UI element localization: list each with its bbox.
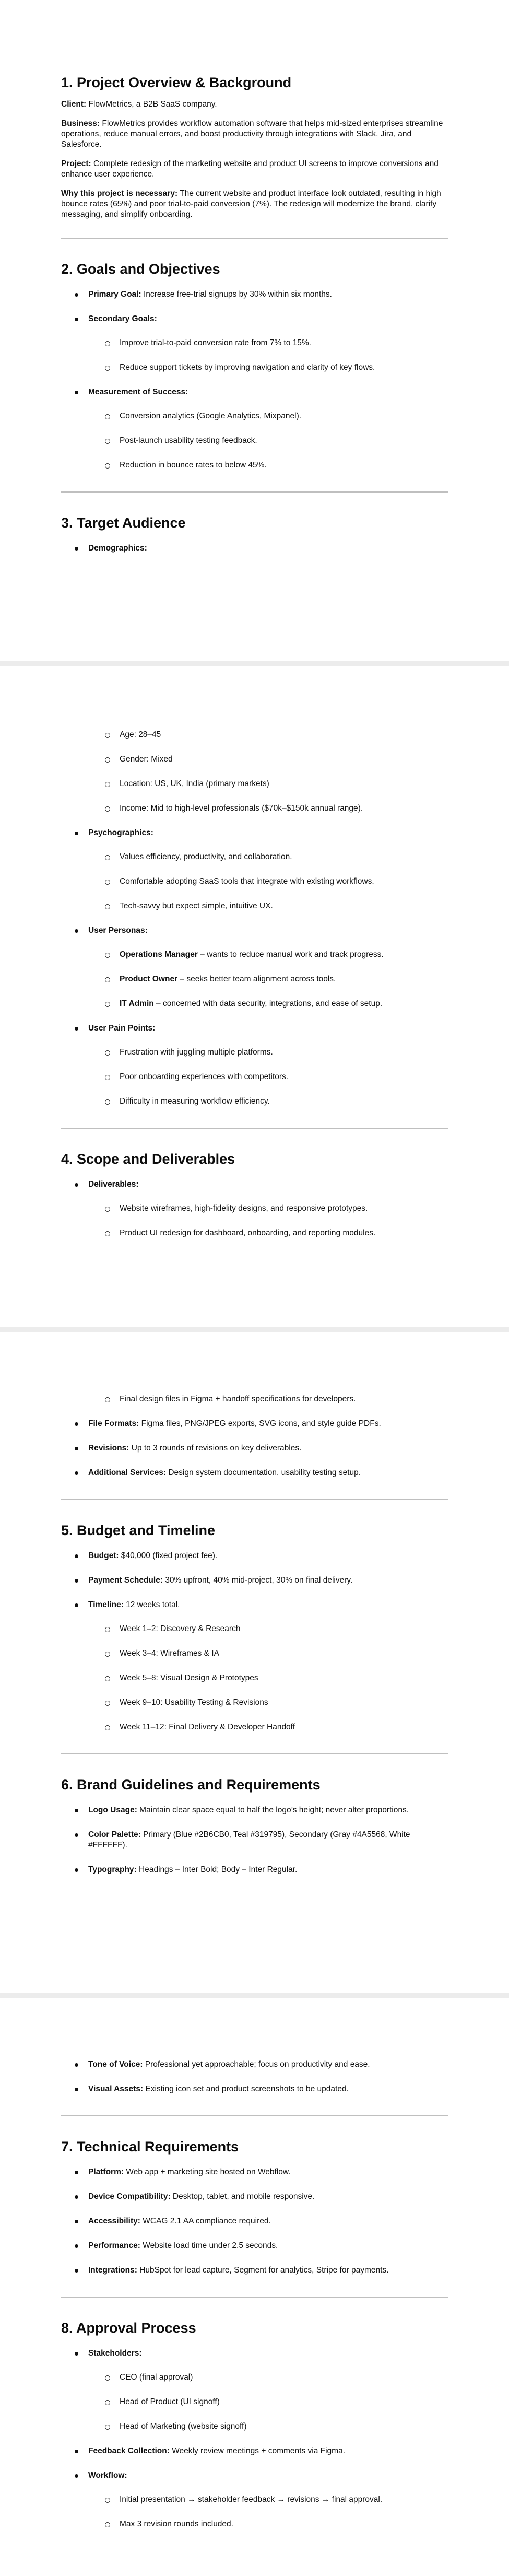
list-item: Initial presentation → stakeholder feedback → revisions → final approval. [61, 2495, 448, 2505]
page-3 [0, 1332, 509, 1993]
device-text: Desktop, tablet, and mobile responsive. [170, 2192, 315, 2201]
list-item [61, 974, 448, 985]
list-item: Reduction in bounce rates to below 45%. [61, 460, 448, 471]
list-item [61, 1023, 448, 1107]
section-5-title: 5. Budget and Timeline [61, 1523, 216, 1538]
audience-list [61, 828, 448, 1107]
list-item [61, 2348, 448, 2432]
client-paragraph [61, 99, 448, 110]
list-item: Week 9–10: Usability Testing & Revisions [61, 1697, 448, 1708]
approval-list [61, 2348, 448, 2530]
list-item: Post-launch usability testing feedback. [61, 436, 448, 446]
timeline-label: Timeline: [88, 1600, 124, 1609]
demographics-label: Demographics: [88, 544, 147, 553]
list-item [61, 1419, 448, 1429]
revisions-label: Revisions: [88, 1444, 129, 1453]
list-item: Final design files in Figma + handoff specifications for developers. [61, 1394, 448, 1404]
additional-services-label: Additional Services: [88, 1468, 167, 1477]
file-formats-text: Figma files, PNG/JPEG exports, SVG icons, and style guide PDFs. [139, 1419, 381, 1428]
performance-text: Website load time under 2.5 seconds. [140, 2241, 278, 2250]
performance-label: Performance: [88, 2241, 140, 2250]
audience-list-start [61, 543, 448, 554]
typography-text: Headings – Inter Bold; Body – Inter Regular. [136, 1865, 298, 1874]
typography-label: Typography: [88, 1865, 137, 1874]
section-3-title: 3. Target Audience [61, 515, 186, 531]
list-item: Location: US, UK, India (primary markets) [61, 779, 448, 789]
accessibility-text: WCAG 2.1 AA compliance required. [140, 2217, 271, 2226]
deliverables-label: Deliverables: [88, 1180, 139, 1189]
secondary-goals-list [61, 338, 448, 373]
payment-label: Payment Schedule: [88, 1576, 163, 1585]
budget-text: $40,000 (fixed project fee). [119, 1551, 218, 1560]
client-text: FlowMetrics, a B2B SaaS company. [86, 100, 217, 109]
file-formats-label: File Formats: [88, 1419, 139, 1428]
list-item [61, 1865, 437, 1875]
list-item: Improve trial-to-paid conversion rate from 7% to 15%. [61, 338, 448, 348]
list-item [61, 2265, 448, 2276]
scope-list [61, 1419, 448, 1478]
list-item [61, 2470, 448, 2530]
section-4-title: 4. Scope and Deliverables [61, 1151, 235, 1167]
brand-list [61, 1805, 448, 1875]
business-text: FlowMetrics provides workflow automation software that helps mid-sized enterprises streamline operations, reduce manual errors, and boost productivity through integrations with Slack, Jira, and Salesforce. [61, 119, 443, 149]
list-item: Difficulty in measuring workflow efficiency. [61, 1096, 448, 1107]
list-item: Max 3 revision rounds included. [61, 2519, 448, 2530]
deliverables-list-cont [61, 1332, 448, 1404]
persona-name: Operations Manager [120, 950, 198, 959]
divider [61, 2115, 448, 2116]
stakeholders-list [61, 2372, 448, 2432]
list-item [61, 828, 448, 911]
stakeholders-label: Stakeholders: [88, 2349, 142, 2358]
pain-points-label: User Pain Points: [88, 1024, 156, 1033]
business-paragraph [61, 119, 448, 150]
list-item: Head of Product (UI signoff) [61, 2397, 448, 2407]
logo-usage-label: Logo Usage: [88, 1806, 137, 1814]
why-paragraph [61, 189, 448, 220]
divider [61, 1128, 448, 1129]
list-item: Poor onboarding experiences with competitors. [61, 1072, 448, 1082]
list-item: Age: 28–45 [61, 730, 448, 740]
integrations-label: Integrations: [88, 2266, 137, 2275]
section-2-title: 2. Goals and Objectives [61, 261, 220, 277]
page-2 [0, 666, 509, 1327]
list-item: Product UI redesign for dashboard, onboarding, and reporting modules. [61, 1228, 448, 1238]
persona-desc: – wants to reduce manual work and track progress. [197, 950, 384, 959]
accessibility-label: Accessibility: [88, 2217, 140, 2226]
tone-label: Tone of Voice: [88, 2060, 143, 2069]
feedback-label: Feedback Collection: [88, 2446, 170, 2455]
divider [61, 238, 448, 239]
client-label: Client: [61, 100, 87, 109]
visual-assets-text: Existing icon set and product screenshots to be updated. [143, 2085, 349, 2093]
device-label: Device Compatibility: [88, 2192, 171, 2201]
list-item: Values efficiency, productivity, and collaboration. [61, 852, 448, 862]
list-item: Gender: Mixed [61, 754, 448, 765]
revisions-text: Up to 3 rounds of revisions on key deliverables. [129, 1444, 302, 1453]
deliverables-list-start [61, 1179, 448, 1238]
platform-text: Web app + marketing site hosted on Webflow. [124, 2168, 291, 2176]
color-palette-text: Primary (Blue #2B6CB0, Teal #319795), Secondary (Gray #4A5568, White #FFFFFF). [88, 1830, 410, 1849]
divider [61, 1499, 448, 1500]
list-item: Reduce support tickets by improving navigation and clarity of key flows. [61, 362, 448, 373]
deliverables-list [61, 1203, 448, 1238]
workflow-label: Workflow: [88, 2471, 127, 2480]
list-item: Week 3–4: Wireframes & IA [61, 1648, 448, 1659]
goals-list [61, 289, 448, 471]
additional-services-text: Design system documentation, usability testing setup. [166, 1468, 361, 1477]
persona-name: IT Admin [120, 999, 154, 1008]
primary-goal-label: Primary Goal: [88, 290, 141, 299]
workflow-list [61, 2495, 448, 2530]
list-item: CEO (final approval) [61, 2372, 448, 2383]
measurement-label: Measurement of Success: [88, 388, 188, 396]
list-item [61, 950, 448, 960]
personas-label: User Personas: [88, 926, 148, 935]
list-item: Tech-savvy but expect simple, intuitive UX. [61, 901, 448, 911]
pain-points-list [61, 1047, 448, 1107]
psychographics-list [61, 852, 448, 911]
list-item [61, 1575, 448, 1586]
list-item [61, 2241, 448, 2251]
visual-assets-label: Visual Assets: [88, 2085, 144, 2093]
list-item [61, 1443, 448, 1454]
list-item: Income: Mid to high-level professionals ($70k–$150k annual range). [61, 803, 448, 814]
list-item: Week 1–2: Discovery & Research [61, 1624, 448, 1634]
section-6-title: 6. Brand Guidelines and Requirements [61, 1777, 321, 1793]
why-label: Why this project is necessary: [61, 189, 178, 198]
list-item [61, 999, 448, 1009]
color-palette-label: Color Palette: [88, 1830, 141, 1839]
persona-name: Product Owner [120, 975, 178, 983]
integrations-text: HubSpot for lead capture, Segment for analytics, Stripe for payments. [137, 2266, 389, 2275]
brand-list-cont [61, 1998, 448, 2094]
section-1-title: 1. Project Overview & Background [61, 75, 292, 90]
persona-desc: – concerned with data security, integrations, and ease of setup. [153, 999, 383, 1008]
list-item [61, 2192, 448, 2202]
divider [61, 2297, 448, 2298]
list-item [61, 387, 448, 471]
persona-desc: – seeks better team alignment across tools. [177, 975, 336, 983]
why-text: The current website and product interface look outdated, resulting in high bounce rates (65%) and poor trial-to-paid conversion (7%). The redesign will modernize the brand, clarify messaging, and simplify onboarding. [61, 189, 441, 219]
list-item [61, 314, 448, 373]
secondary-goals-label: Secondary Goals: [88, 314, 157, 323]
budget-list [61, 1551, 448, 1732]
project-label: Project: [61, 159, 91, 168]
list-item [61, 543, 448, 554]
project-paragraph [61, 159, 448, 180]
page-1 [0, 0, 509, 661]
list-item [61, 289, 448, 300]
list-item [61, 2216, 448, 2227]
demographics-list [61, 666, 448, 814]
list-item [61, 2446, 448, 2456]
list-item: Frustration with juggling multiple platforms. [61, 1047, 448, 1058]
list-item [61, 2059, 448, 2070]
list-item [61, 1179, 448, 1238]
technical-list [61, 2167, 448, 2276]
business-label: Business: [61, 119, 100, 128]
divider [61, 1753, 448, 1754]
timeline-text: 12 weeks total. [123, 1600, 180, 1609]
list-item [61, 2167, 448, 2177]
list-item: Website wireframes, high-fidelity designs, and responsive prototypes. [61, 1203, 448, 1214]
list-item: Week 11–12: Final Delivery & Developer Handoff [61, 1722, 448, 1732]
section-7-title: 7. Technical Requirements [61, 2139, 239, 2155]
primary-goal-text: Increase free-trial signups by 30% within six months. [141, 290, 332, 299]
page-4 [0, 1998, 509, 2576]
list-item: Comfortable adopting SaaS tools that integrate with existing workflows. [61, 876, 448, 887]
budget-label: Budget: [88, 1551, 119, 1560]
psychographics-label: Psychographics: [88, 828, 153, 837]
list-item [61, 926, 448, 1009]
payment-text: 30% upfront, 40% mid-project, 30% on final delivery. [163, 1576, 353, 1585]
list-item [61, 2084, 448, 2094]
list-item [61, 1805, 437, 1816]
list-item [61, 1830, 437, 1851]
list-item: Conversion analytics (Google Analytics, Mixpanel). [61, 411, 448, 421]
list-item [61, 1600, 448, 1732]
personas-list [61, 950, 448, 1009]
logo-usage-text: Maintain clear space equal to half the logo’s height; never alter proportions. [137, 1806, 409, 1814]
weeks-list [61, 1624, 448, 1732]
feedback-text: Weekly review meetings + comments via Figma. [169, 2446, 345, 2455]
section-8-title: 8. Approval Process [61, 2320, 196, 2336]
list-item [61, 1551, 448, 1561]
platform-label: Platform: [88, 2168, 124, 2176]
measurement-list [61, 411, 448, 471]
divider [61, 491, 448, 493]
tone-text: Professional yet approachable; focus on productivity and ease. [143, 2060, 370, 2069]
list-item: Week 5–8: Visual Design & Prototypes [61, 1673, 448, 1683]
list-item: Head of Marketing (website signoff) [61, 2421, 448, 2432]
list-item [61, 1468, 448, 1478]
project-text: Complete redesign of the marketing website and product UI screens to improve conversions and enhance user experience. [61, 159, 439, 179]
